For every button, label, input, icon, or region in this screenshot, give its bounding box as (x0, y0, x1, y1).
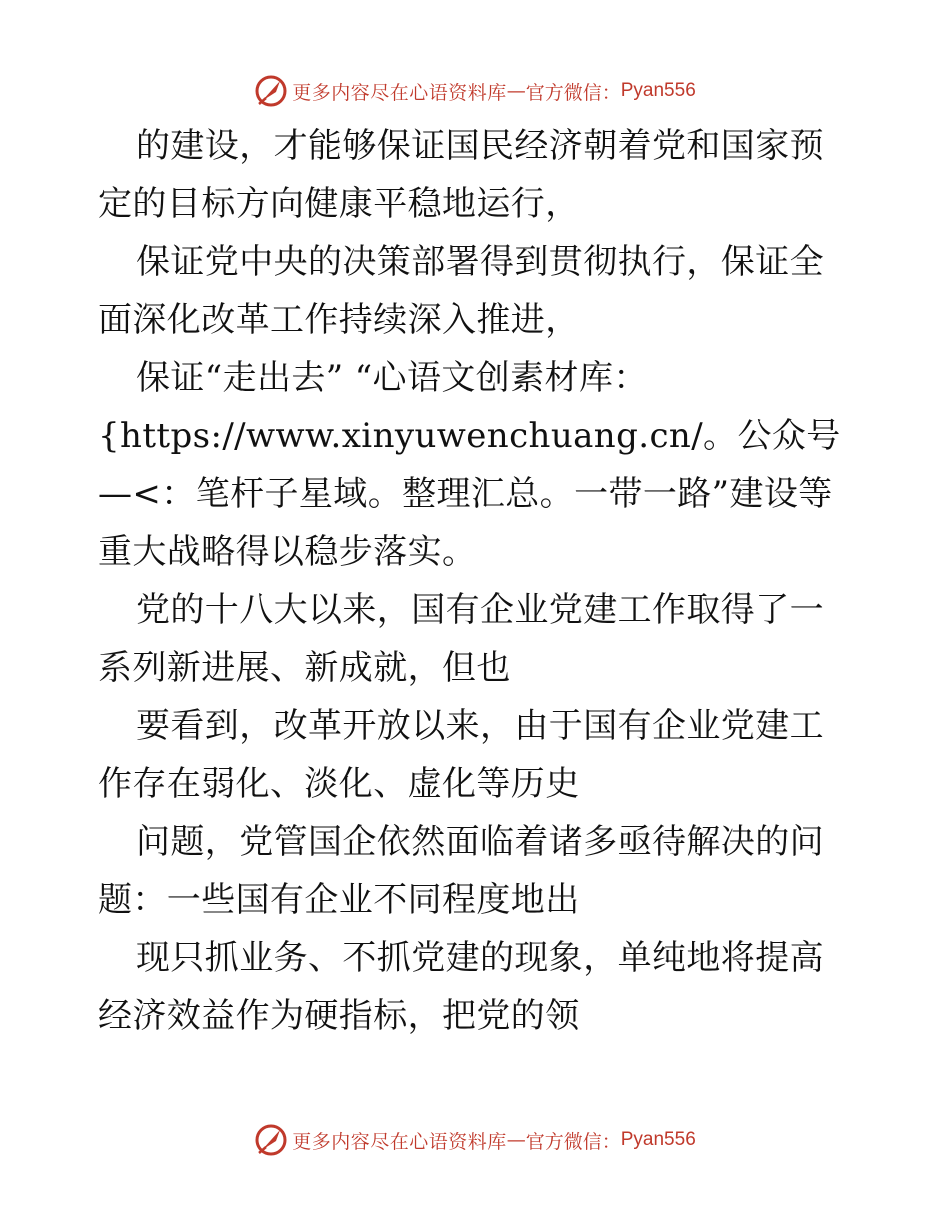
footer-watermark (0, 1120, 950, 1160)
header-watermark (0, 71, 950, 111)
banner-separator: — (506, 1129, 526, 1151)
banner-text: 更多内容尽在心语资料库 (292, 1130, 507, 1153)
banner-text: 更多内容尽在心语资料库 (292, 81, 507, 104)
wechat-label: 官方微信： (525, 81, 621, 104)
wechat-id: Pyan556 (620, 80, 696, 101)
paragraph: 党的十八大以来，国有企业党建工作取得了一系列新进展、新成就，但也 (98, 590, 824, 688)
paragraph: 的建设，才能够保证国民经济朝着党和国家预定的目标方向健康平稳地运行， (98, 126, 824, 224)
wechat-label: 官方微信： (525, 1130, 621, 1153)
document-body (98, 117, 858, 1045)
paragraph: 问题，党管国企依然面临着诸多亟待解决的问题：一些国有企业不同程度地出 (98, 822, 824, 920)
quill-pen-icon (254, 1123, 288, 1157)
wechat-id: Pyan556 (620, 1129, 696, 1150)
paragraph: 保证党中央的决策部署得到贯彻执行，保证全面深化改革工作持续深入推进， (98, 242, 824, 340)
banner-separator: — (506, 80, 526, 102)
paragraph: 保证“走出去” “心语文创素材库：{https://www.xinyuwenchuang.cn/。公众号—<：笔杆子星域。整理汇总。一带一路”建设等重大战略得以稳步落实。 (98, 358, 841, 572)
paragraph: 现只抓业务、不抓党建的现象，单纯地将提高经济效益作为硬指标，把党的领 (98, 938, 824, 1036)
paragraph: 要看到，改革开放以来，由于国有企业党建工作存在弱化、淡化、虚化等历史 (98, 706, 824, 804)
quill-pen-icon (254, 74, 288, 108)
